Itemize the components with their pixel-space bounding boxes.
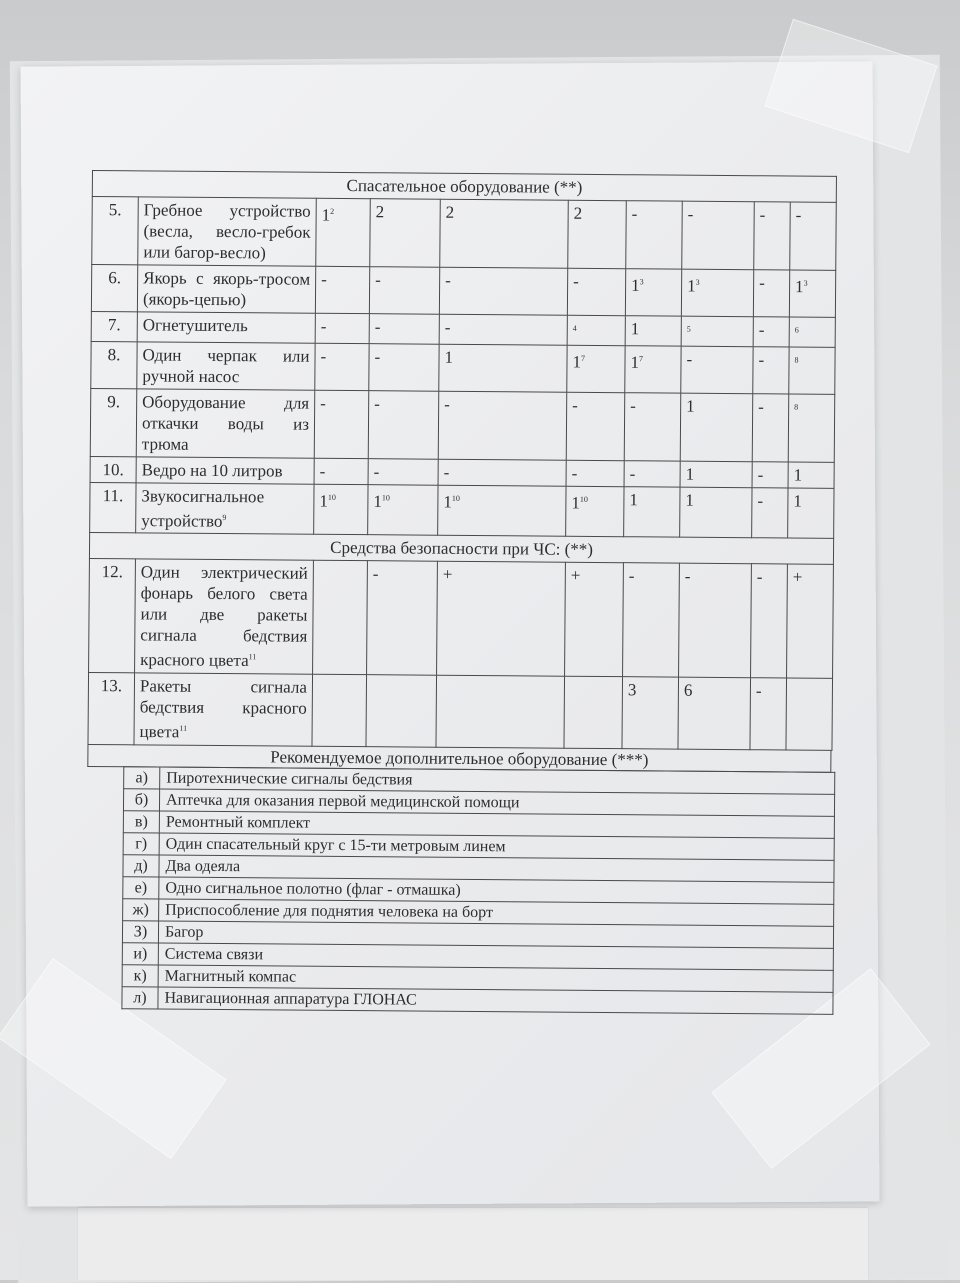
value-cell <box>680 461 752 488</box>
item-letter: к) <box>122 964 158 986</box>
value-text: 1 <box>793 491 802 510</box>
value-cell <box>681 269 753 317</box>
footnote-marker: 11 <box>249 653 257 662</box>
table-row <box>88 672 833 749</box>
value-text: 1 <box>631 276 640 295</box>
value-cell <box>622 677 679 749</box>
value-cell <box>789 317 835 347</box>
table-row <box>89 559 834 678</box>
section-emergency: Средства безопасности при ЧС: (**) <box>89 533 833 565</box>
value-text: - <box>374 347 380 366</box>
value-cell <box>564 676 623 748</box>
equipment-table <box>87 170 837 750</box>
item-text: Багор <box>158 921 833 948</box>
value-text: 1 <box>322 205 331 224</box>
value-text: 6 <box>684 681 693 700</box>
item-letter: З) <box>122 920 158 942</box>
table-row <box>90 388 835 462</box>
item-name-text: Ведро на 10 литров <box>142 460 283 480</box>
value-cell <box>368 390 439 459</box>
value-text: 1 <box>444 347 453 366</box>
value-cell <box>681 346 753 394</box>
item-letter: и) <box>122 942 158 964</box>
item-name <box>135 559 314 674</box>
value-cell <box>567 345 625 392</box>
value-text: + <box>571 566 581 585</box>
item-name-text: Один черпак или ручной насос <box>142 345 309 386</box>
value-cell <box>789 270 835 317</box>
value-text: - <box>374 394 380 413</box>
value-cell <box>681 316 753 346</box>
value-text: - <box>688 205 694 224</box>
value-text: - <box>444 462 450 481</box>
value-cell <box>788 394 835 462</box>
item-number: 8. <box>91 341 137 388</box>
item-text: Один спасательный круг с 15-ти метровым линем <box>159 833 834 860</box>
value-text: - <box>756 681 762 700</box>
value-cell <box>752 461 788 487</box>
item-text: Одно сигнальное полотно (флаг - отмашка) <box>159 877 834 904</box>
value-text: - <box>757 491 763 510</box>
value-cell <box>568 200 627 268</box>
value-text: 1 <box>794 465 803 484</box>
item-name <box>137 312 315 343</box>
item-text: Ремонтный комплект <box>159 811 834 838</box>
item-number: 12. <box>89 559 136 673</box>
value-cell <box>682 201 755 270</box>
value-text: 2 <box>446 203 455 222</box>
footnote-marker: 7 <box>639 354 643 363</box>
item-name <box>137 342 315 390</box>
value-cell <box>314 390 369 458</box>
item-text: Навигационная аппаратура ГЛОНАС <box>158 987 833 1014</box>
footnote-marker: 10 <box>452 493 460 502</box>
item-text: Аптечка для оказания первой медицинской помощи <box>159 789 834 816</box>
value-cell <box>315 266 369 313</box>
value-text: - <box>686 349 692 368</box>
value-text: - <box>320 461 326 480</box>
value-cell <box>439 344 567 392</box>
paper-bottom-edge <box>78 1208 868 1280</box>
value-cell <box>566 460 624 486</box>
value-cell <box>624 392 681 460</box>
value-cell <box>753 270 789 317</box>
value-cell <box>754 202 791 270</box>
value-text: - <box>374 462 380 481</box>
value-text: - <box>321 270 327 289</box>
value-text: + <box>793 568 803 587</box>
item-name <box>137 265 315 313</box>
footnote-marker: 10 <box>382 493 390 502</box>
value-text: 1 <box>686 396 695 415</box>
item-letter: г) <box>123 832 159 854</box>
value-cell <box>369 343 439 391</box>
value-cell <box>370 199 441 268</box>
table-row <box>90 482 834 538</box>
item-letter: д) <box>123 854 159 876</box>
item-name-text: Один электрический фонарь белого света или две ракеты сигнала бедствия красного цвета <box>140 563 308 671</box>
value-cell <box>624 460 680 486</box>
footnote-marker: 10 <box>580 494 588 503</box>
value-text: - <box>572 463 578 482</box>
item-name-text: Оборудование для откачки воды из трюма <box>142 392 309 453</box>
value-text: 2 <box>574 204 583 223</box>
value-cell <box>315 343 369 390</box>
value-text: + <box>443 565 453 584</box>
value-cell <box>367 561 438 675</box>
item-text: Система связи <box>158 943 833 970</box>
value-text: - <box>375 270 381 289</box>
value-text: - <box>445 271 451 290</box>
value-text: - <box>320 393 326 412</box>
value-cell <box>439 314 567 345</box>
value-cell <box>312 674 367 746</box>
value-text: - <box>373 565 379 584</box>
value-cell <box>368 458 438 485</box>
value-cell <box>438 485 566 537</box>
value-text: - <box>685 567 691 586</box>
value-text: 1 <box>631 319 640 338</box>
item-name <box>134 673 313 746</box>
footnote-marker: 7 <box>581 354 585 363</box>
value-cell <box>439 267 567 315</box>
value-text: 1 <box>795 277 804 296</box>
value-text: - <box>630 464 636 483</box>
item-name-text: Звукосигнальное устройство <box>141 486 264 530</box>
item-number: 13. <box>88 672 135 744</box>
value-text: 3 <box>628 680 637 699</box>
value-text: 1 <box>685 490 694 509</box>
value-cell <box>790 202 837 270</box>
value-cell <box>366 675 437 747</box>
value-text: - <box>758 397 764 416</box>
item-number: 10. <box>90 456 136 482</box>
value-cell <box>440 199 569 268</box>
footnote-marker: 8 <box>794 402 798 411</box>
value-cell <box>788 488 835 539</box>
section-recommended: Рекомендуемое дополнительное оборудование (***) <box>87 745 831 773</box>
item-name <box>136 483 314 535</box>
value-text: 1 <box>629 490 638 509</box>
value-text: - <box>760 205 766 224</box>
value-text: 1 <box>687 276 696 295</box>
item-letter: л) <box>122 986 158 1008</box>
value-text: 1 <box>319 491 328 510</box>
item-letter: а) <box>124 766 160 788</box>
value-cell <box>625 269 681 316</box>
value-text: - <box>630 396 636 415</box>
footnote-marker: 3 <box>804 279 808 288</box>
value-cell <box>436 675 565 748</box>
item-letter: б) <box>123 788 159 810</box>
value-text: - <box>573 272 579 291</box>
value-cell <box>678 677 751 749</box>
value-text: - <box>757 568 763 587</box>
value-cell <box>369 314 439 344</box>
value-cell <box>624 486 680 537</box>
value-cell <box>567 315 625 345</box>
item-letter: е) <box>123 876 159 898</box>
value-text: 1 <box>443 492 452 511</box>
value-cell <box>750 678 787 750</box>
value-text: - <box>321 317 327 336</box>
value-cell <box>437 562 566 677</box>
value-cell <box>787 564 834 678</box>
item-number: 6. <box>91 265 137 312</box>
value-cell <box>680 393 753 462</box>
value-text: 1 <box>572 352 581 371</box>
value-text: - <box>796 206 802 225</box>
footnote-marker: 8 <box>794 355 798 364</box>
item-text: Приспособление для поднятия человека на борт <box>159 899 834 926</box>
value-cell <box>314 458 368 484</box>
value-cell <box>315 313 369 343</box>
footnote-marker: 2 <box>330 207 334 216</box>
value-cell <box>679 563 752 677</box>
item-name <box>138 197 317 266</box>
item-text: Два одеяла <box>159 855 834 882</box>
recommended-table <box>121 766 835 1015</box>
item-letter: в) <box>123 810 159 832</box>
footnote-marker: 3 <box>640 277 644 286</box>
item-text: Магнитный компас <box>158 965 833 992</box>
value-cell <box>438 459 566 486</box>
value-cell <box>368 484 438 535</box>
item-name <box>136 389 315 458</box>
footnote-marker: 4 <box>573 324 577 333</box>
value-cell <box>438 391 567 460</box>
value-cell <box>623 563 680 677</box>
value-cell <box>753 317 789 347</box>
value-text: 1 <box>571 493 580 512</box>
footnote-marker: 9 <box>222 513 226 522</box>
item-number: 11. <box>90 482 136 533</box>
footnote-marker: 6 <box>795 326 799 335</box>
item-number: 9. <box>90 388 137 456</box>
value-cell <box>369 267 439 315</box>
item-name-text: Огнетушитель <box>143 315 248 335</box>
value-text: 1 <box>686 464 695 483</box>
value-cell <box>753 346 789 393</box>
item-name <box>136 457 314 484</box>
value-text: - <box>759 273 765 292</box>
value-cell <box>680 487 752 538</box>
value-cell <box>625 316 681 346</box>
footnote-marker: 5 <box>687 325 691 334</box>
value-cell <box>625 345 681 392</box>
equipment-table-document <box>85 170 836 1014</box>
value-cell <box>314 484 368 535</box>
value-cell <box>626 201 683 269</box>
value-text: - <box>444 394 450 413</box>
section-rescue: Спасательное оборудование (**) <box>92 171 836 203</box>
footnote-marker: 10 <box>328 493 336 502</box>
footnote-marker: 3 <box>696 278 700 287</box>
value-text: - <box>632 204 638 223</box>
item-name-text: Якорь с якорь-тросом (якорь-цепью) <box>143 268 310 309</box>
value-cell <box>313 561 368 675</box>
value-text: - <box>629 567 635 586</box>
item-text: Пиротехнические сигналы бедствия <box>160 767 835 794</box>
value-cell <box>786 678 833 750</box>
value-cell <box>788 462 834 488</box>
value-text: 2 <box>376 202 385 221</box>
value-cell <box>752 487 788 538</box>
value-cell <box>566 486 624 537</box>
table-row <box>92 197 837 271</box>
value-text: - <box>445 318 451 337</box>
item-name-text: Гребное устройство (весла, весло-гребок или багор-весло) <box>143 200 310 262</box>
value-text: 1 <box>630 353 639 372</box>
value-cell <box>752 393 789 461</box>
value-cell <box>789 347 835 394</box>
value-text: - <box>320 346 326 365</box>
value-text: - <box>375 317 381 336</box>
value-text: - <box>758 465 764 484</box>
value-cell <box>316 198 371 266</box>
item-name-text: Ракеты сигнала бедствия красного цвета <box>140 676 308 741</box>
value-cell <box>751 564 788 678</box>
value-cell <box>565 563 624 677</box>
value-text: - <box>759 320 765 339</box>
table-row <box>91 265 835 318</box>
footnote-marker: 11 <box>179 724 187 733</box>
value-cell <box>566 392 625 460</box>
item-number: 7. <box>91 311 137 341</box>
value-text: - <box>758 350 764 369</box>
item-number: 5. <box>92 197 139 265</box>
value-cell <box>567 268 625 315</box>
table-row <box>91 341 835 394</box>
value-text: - <box>572 395 578 414</box>
item-letter: ж) <box>123 898 159 920</box>
value-text: 1 <box>373 492 382 511</box>
